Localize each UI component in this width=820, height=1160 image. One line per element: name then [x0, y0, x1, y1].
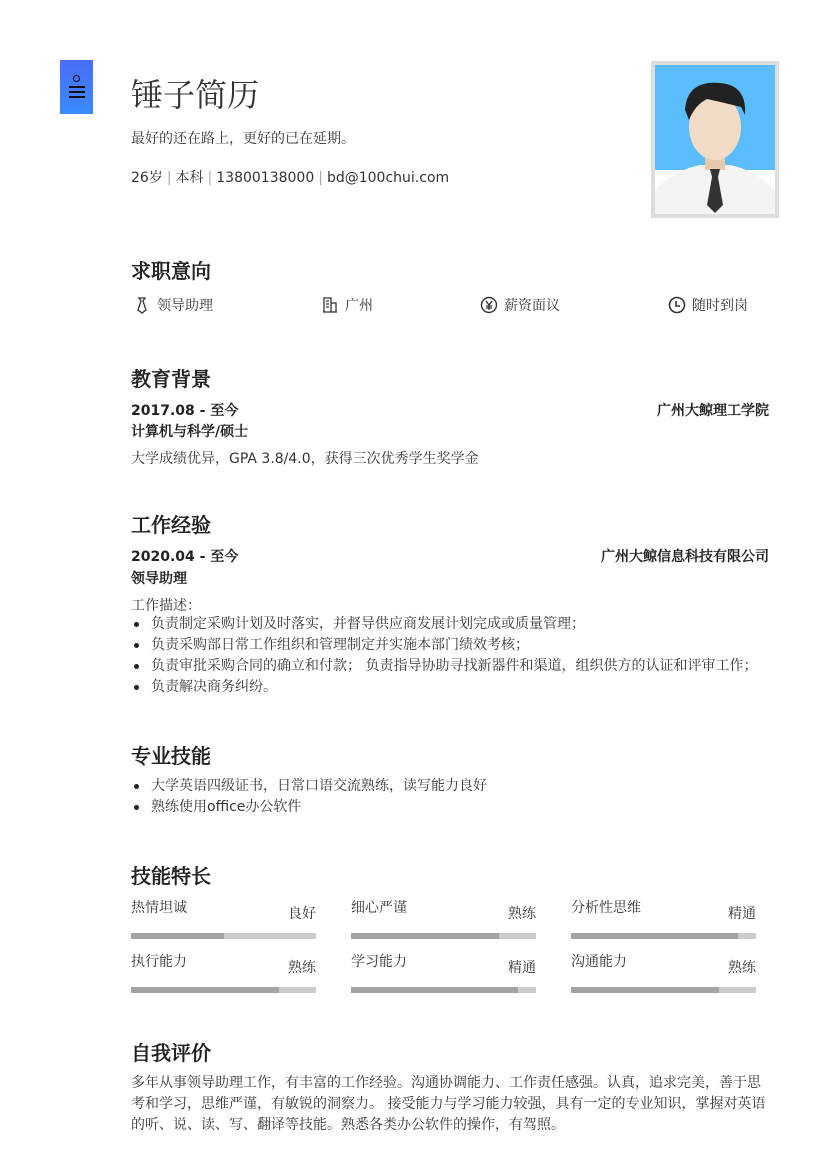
clock-icon: [668, 296, 686, 314]
skill-item: [131, 897, 316, 939]
list-item: 负责制定采购计划及时落实，并督导供应商发展计划完成或质量管理；: [131, 614, 769, 635]
degree: 本科: [175, 170, 204, 186]
intent-city: [321, 295, 373, 315]
skill-bar-fill: [571, 933, 738, 939]
skill-item: [131, 951, 316, 993]
skill-bar: [351, 987, 536, 993]
skill-item: [571, 951, 756, 993]
skill-item: [351, 897, 536, 939]
skill-item: [571, 897, 756, 939]
list-item: 负责解决商务纠纷。: [131, 677, 769, 698]
pro-skills-list: [131, 776, 769, 818]
skill-level: 精通: [728, 906, 756, 922]
skill-bar: [131, 987, 316, 993]
skill-level: 熟练: [288, 960, 316, 976]
intent-label: 广州: [345, 298, 373, 314]
skill-bar: [131, 933, 316, 939]
skill-bar-fill: [131, 933, 224, 939]
edu-school: 广州大鲸理工学院: [657, 403, 769, 419]
yen-icon: [480, 296, 498, 314]
skill-level: 精通: [508, 960, 536, 976]
skill-bar-fill: [131, 987, 279, 993]
skill-bar-fill: [571, 987, 719, 993]
list-item: 熟练使用office办公软件: [131, 797, 769, 818]
work-company: 广州大鲸信息科技有限公司: [601, 549, 769, 565]
skill-level: 良好: [288, 906, 316, 922]
section-title-work: 工作经验: [131, 513, 211, 537]
section-title-talents: 技能特长: [131, 864, 211, 888]
skill-name: 执行能力: [131, 954, 187, 970]
age: 26岁: [131, 170, 163, 186]
work-position: 领导助理: [131, 571, 187, 587]
skill-name: 热情坦诚: [131, 900, 187, 916]
edu-desc: 大学成绩优异，GPA 3.8/4.0，获得三次优秀学生奖学金: [131, 451, 479, 467]
logo: [60, 60, 93, 114]
edu-date: 2017.08 - 至今: [131, 403, 239, 419]
skill-level: 熟练: [508, 906, 536, 922]
work-date: 2020.04 - 至今: [131, 549, 239, 565]
tie-icon: [133, 296, 151, 314]
list-item: 负责采购部日常工作组织和管理制定并实施本部门绩效考核；: [131, 635, 769, 656]
list-item: 大学英语四级证书，日常口语交流熟练，读写能力良好: [131, 776, 769, 797]
intent-position: [133, 295, 213, 315]
work-desc-label: 工作描述：: [131, 598, 201, 614]
building-icon: [321, 296, 339, 314]
skill-name: 细心严谨: [351, 900, 407, 916]
skill-level: 熟练: [728, 960, 756, 976]
intent-salary: [480, 295, 560, 315]
intent-label: 随时到岗: [692, 298, 748, 314]
skill-bar: [571, 987, 756, 993]
section-title-pro-skills: 专业技能: [131, 744, 211, 768]
intent-availability: [668, 295, 748, 315]
resume-name: 锤子简历: [131, 76, 260, 114]
section-title-intent: 求职意向: [131, 259, 211, 283]
skill-bar: [571, 933, 756, 939]
intent-label: 领导助理: [157, 298, 213, 314]
section-title-education: 教育背景: [131, 367, 211, 391]
phone: 13800138000: [216, 170, 315, 186]
skill-bar: [351, 933, 536, 939]
intent-label: 薪资面议: [504, 298, 560, 314]
skill-name: 分析性思维: [571, 900, 641, 916]
profile-photo: [651, 61, 779, 218]
skill-name: 学习能力: [351, 954, 407, 970]
self-eval-text: 多年从事领导助理工作，有丰富的工作经验。沟通协调能力、工作责任感强。认真，追求完美，善于思考和学习，思维严谨，有敏锐的洞察力。 接受能力与学习能力较强，具有一定的专业知识，掌握对英语的听、说、读、写、翻译等技能。熟悉各类办公软件的操作，有驾照。: [131, 1075, 766, 1133]
list-item: 负责审批采购合同的确立和付款； 负责指导协助寻找新器件和渠道，组织供方的认证和评审工作；: [131, 656, 769, 677]
section-title-self-eval: 自我评价: [131, 1041, 211, 1065]
edu-major: 计算机与科学/硕士: [131, 424, 249, 440]
email: bd@100chui.com: [326, 170, 450, 186]
work-duties: [131, 614, 769, 698]
motto: 最好的还在路上，更好的已在延期。: [131, 131, 355, 147]
skill-item: [351, 951, 536, 993]
skill-name: 沟通能力: [571, 954, 627, 970]
basic-info: 26岁 | 本科 | 13800138000 | bd@100chui.com: [131, 170, 450, 186]
skill-bar-fill: [351, 933, 499, 939]
skill-bar-fill: [351, 987, 518, 993]
